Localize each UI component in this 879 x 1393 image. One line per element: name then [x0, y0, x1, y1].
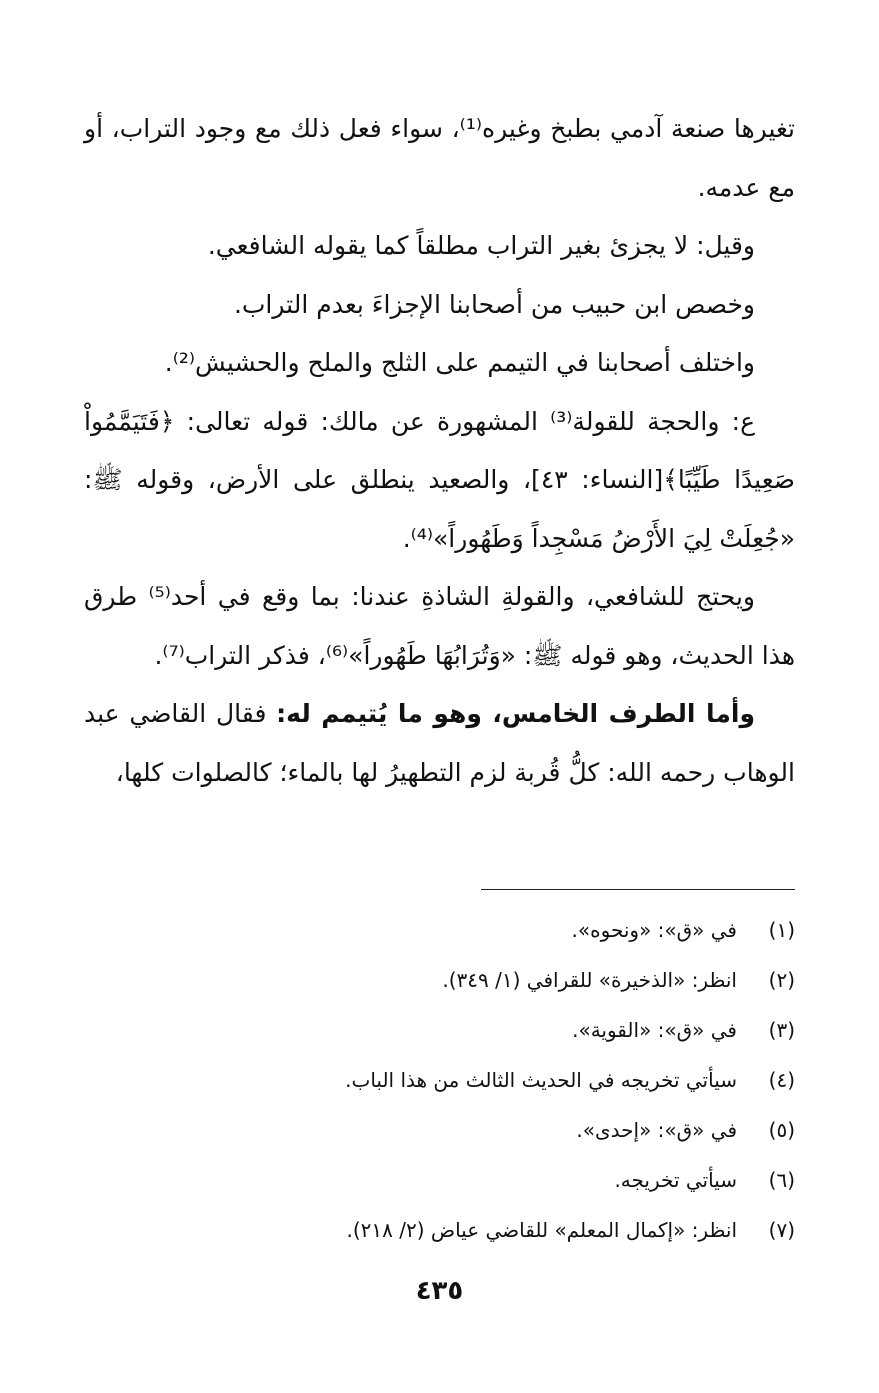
footnote-text: سيأتي تخريجه. — [614, 1168, 737, 1192]
footnote-text: في «ق»: «القوية». — [572, 1018, 737, 1042]
footnote-text: سيأتي تخريجه في الحديث الثالث من هذا الباب. — [345, 1068, 737, 1092]
paragraph-7-rest: فقال القاضي عبد الوهاب رحمه الله: كلُّ قُربة لزم التطهيرُ لها بالماء؛ كالصلوات كلها، — [84, 699, 795, 787]
paragraph-5: ع: والحجة للقولة⁽³⁾ المشهورة عن مالك: قوله تعالى: ﴿فَتَيَمَّمُواْ صَعِيدًا طَيِّبًا﴾[النساء: ٤٣]، والصعيد ينطلق على الأرض، وقوله ﷺ: «جُعِلَتْ لِيَ الأَرْضُ مَسْجِداً وَطَهُوراً»⁽⁴⁾. — [84, 406, 795, 553]
footnote-5 — [84, 1105, 795, 1155]
paragraph-2: وقيل: لا يجزئ بغير التراب مطلقاً كما يقوله الشافعي. — [207, 231, 755, 260]
footnote-number: (٣) — [768, 1018, 795, 1042]
footnote-number: (٢) — [768, 968, 795, 992]
paragraph-4: واختلف أصحابنا في التيمم على الثلج والملح والحشيش⁽²⁾. — [164, 348, 755, 377]
paragraph-7 — [84, 685, 795, 802]
footnote-divider — [481, 889, 795, 890]
section-heading: وأما الطرف الخامس، وهو ما يُتيمم له: — [276, 699, 755, 728]
page-number: ٤٣٥ — [415, 1276, 464, 1306]
footnote-number: (٧) — [768, 1218, 795, 1242]
footnote-4 — [84, 1055, 795, 1105]
footnote-1 — [84, 905, 795, 955]
footnote-text: في «ق»: «إحدى». — [576, 1118, 737, 1142]
footnote-3 — [84, 1005, 795, 1055]
footnote-text: انظر: «الذخيرة» للقرافي (١/ ٣٤٩). — [442, 968, 737, 992]
footnote-number: (٦) — [768, 1168, 795, 1192]
footnote-text: انظر: «إكمال المعلم» للقاضي عياض (٢/ ٢١٨). — [346, 1218, 737, 1242]
paragraph-6: ويحتج للشافعي، والقولةِ الشاذةِ عندنا: بما وقع في أحد⁽⁵⁾ طرق هذا الحديث، وهو قوله ﷺ: «وَتُرَابُهَا طَهُوراً»⁽⁶⁾، فذكر التراب⁽⁷⁾. — [84, 582, 795, 670]
footnote-text: في «ق»: «ونحوه». — [571, 918, 737, 942]
footnote-6 — [84, 1155, 795, 1205]
footnote-7 — [84, 1205, 795, 1255]
main-text — [84, 100, 795, 802]
footnotes — [84, 905, 795, 1255]
footnote-2 — [84, 955, 795, 1005]
footnote-number: (٥) — [768, 1118, 795, 1142]
paragraph-1: تغيرها صنعة آدمي بطبخ وغيره⁽¹⁾، سواء فعل ذلك مع وجود التراب، أو مع عدمه. — [84, 114, 796, 202]
footnote-number: (٤) — [768, 1068, 795, 1092]
footnote-number: (١) — [768, 918, 795, 942]
paragraph-3: وخصص ابن حبيب من أصحابنا الإجزاءَ بعدم التراب. — [233, 289, 755, 319]
